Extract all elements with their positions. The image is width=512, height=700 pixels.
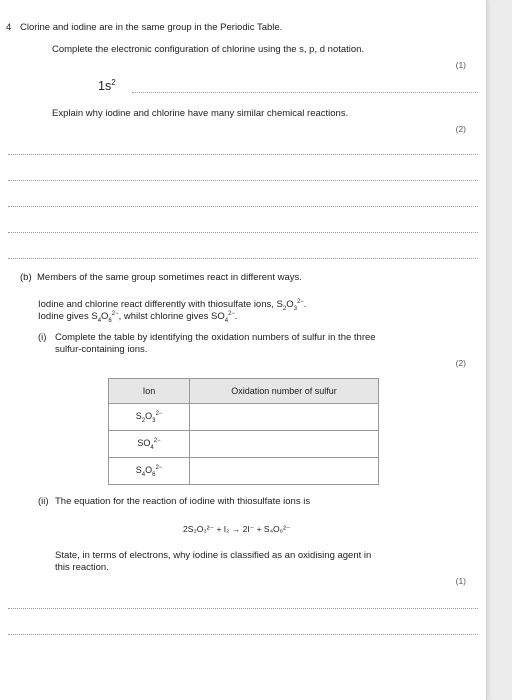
part-bii-marks: (1) xyxy=(455,576,466,586)
part-explain-marks: (2) xyxy=(455,124,466,134)
table-header-oxidation: Oxidation number of sulfur xyxy=(190,379,379,404)
table-header-ion: Ion xyxy=(109,379,190,404)
part-bii-label: (ii) xyxy=(38,496,49,507)
part-b-line1: Iodine and chlorine react differently with thiosulfate ions, $S_2O_3^{2-}$. xyxy=(38,299,307,313)
oxidation-answer-cell[interactable] xyxy=(190,458,379,485)
table-row xyxy=(109,458,379,485)
electron-config: $1s^2$ xyxy=(98,78,116,94)
part-bi-text2: sulfur-containing ions. xyxy=(55,344,148,355)
answer-line xyxy=(8,154,478,155)
part-b-label: (b) xyxy=(20,272,32,283)
oxidation-answer-cell[interactable] xyxy=(190,431,379,458)
ion-cell: $SO_4^{2-}$ xyxy=(109,431,190,458)
part-bii-state1: State, in terms of electrons, why iodine is classified as an oxidising agent in xyxy=(55,550,372,561)
oxidation-table xyxy=(108,378,379,485)
part-a-marks: (1) xyxy=(455,60,466,70)
config-answer-line xyxy=(132,92,478,93)
answer-line xyxy=(8,180,478,181)
ion-cell: $S_2O_3^{2-}$ xyxy=(109,404,190,431)
part-bi-marks: (2) xyxy=(455,358,466,368)
reaction-equation: 2S₂O₃²⁻ + I₂ → 2I⁻ + S₄O₆²⁻ xyxy=(183,524,291,534)
part-bi-label: (i) xyxy=(38,332,47,343)
part-explain-instruction: Explain why iodine and chlorine have many similar chemical reactions. xyxy=(52,108,349,119)
part-bi-text1: Complete the table by identifying the oxidation numbers of sulfur in the three xyxy=(55,332,376,343)
part-b-line2: Iodine gives $S_4O_6^{2-}$, whilst chlorine gives $SO_4^{2-}$. xyxy=(38,311,238,325)
part-a-instruction: Complete the electronic configuration of chlorine using the s, p, d notation. xyxy=(52,44,365,55)
part-b-heading: Members of the same group sometimes react in different ways. xyxy=(37,272,302,283)
question-number: 4 xyxy=(6,22,12,33)
answer-line xyxy=(8,634,478,635)
answer-line xyxy=(8,608,478,609)
answer-line xyxy=(8,258,478,259)
ion-cell: $S_4O_6^{2-}$ xyxy=(109,458,190,485)
part-bii-state2: this reaction. xyxy=(55,562,109,573)
part-bii-text: The equation for the reaction of iodine with thiosulfate ions is xyxy=(55,496,311,507)
table-row xyxy=(109,431,379,458)
answer-line xyxy=(8,232,478,233)
oxidation-answer-cell[interactable] xyxy=(190,404,379,431)
question-intro: Clorine and iodine are in the same group in the Periodic Table. xyxy=(20,22,283,33)
table-row xyxy=(109,404,379,431)
answer-line xyxy=(8,206,478,207)
